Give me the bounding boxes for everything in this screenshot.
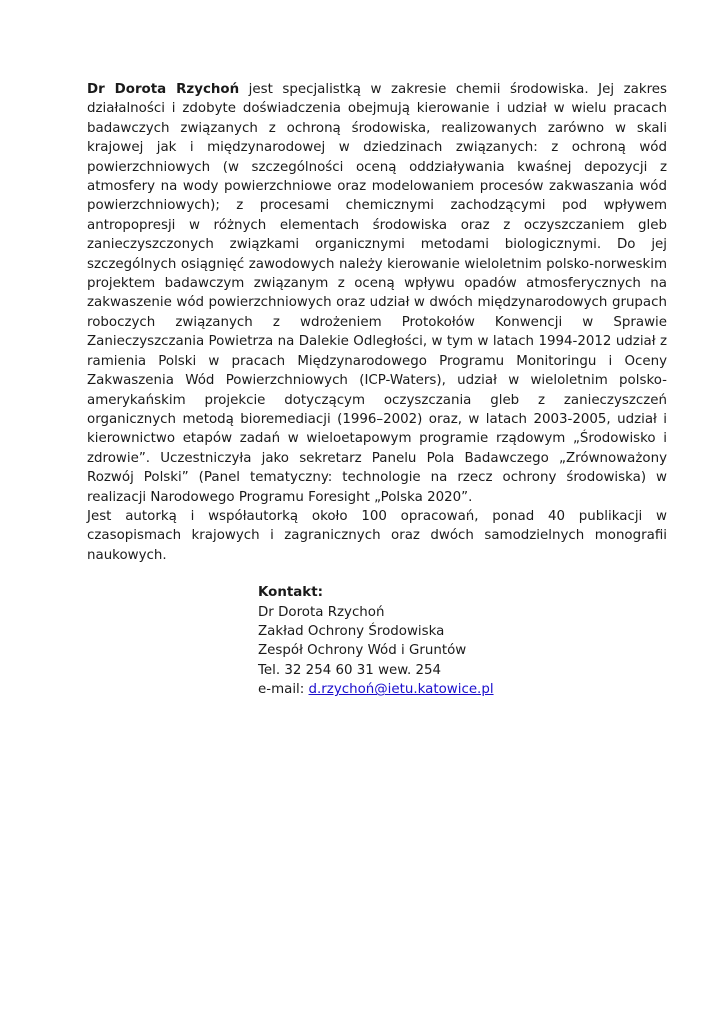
contact-department: Zakład Ochrony Środowiska xyxy=(258,623,445,639)
contact-phone: Tel. 32 254 60 31 wew. 254 xyxy=(258,662,442,678)
contact-team: Zespół Ochrony Wód i Gruntów xyxy=(258,643,467,659)
bio-paragraph-1 xyxy=(87,80,667,507)
contact-email-link[interactable]: d.rzychoń@ietu.katowice.pl xyxy=(308,682,494,698)
bio-text-1: jest specjalistką w zakresie chemii środowiska. Jej zakres działalności i zdobyte doświadczenia obejmują kierowanie i udział w wielu pracach badawczych związanych z ochroną środowiska, realizowanych zarówno w skali krajowej jak i międzynarodowej w dziedzinach związanych: z ochroną wód powierzchniowych (w szczególności oceną oddziaływania kwaśnej depozycji z atmosfery na wody powierzchniowe oraz modelowaniem procesów zakwaszania wód powierzchniowych); z procesami chemicznymi zachodzącymi pod wpływem antropopresji w różnych elementach środowiska oraz z oczyszczaniem gleb zanieczyszczonych związkami organicznymi metodami biologicznymi. Do jej szczególnych osiągnięć zawodowych należy kierowanie wieloletnim polsko-norweskim projektem badawczym związanym z oceną wpływu opadów atmosferycznych na zakwaszenie wód powierzchniowych oraz udział w dwóch międzynarodowych grupach roboczych związanych z wdrożeniem Protokołów Konwencji w Sprawie Zanieczyszczania Powietrza na Dalekie Odległości, w tym w latach 1994-2012 udział z ramienia Polski w pracach Międzynarodowego Programu Monitoringu i Oceny Zakwaszenia Wód Powierzchniowych (ICP-Waters), udział w wieloletnim polsko-amerykańskim projekcie dotyczącym oczyszczania gleb z zanieczyszczeń organicznych metodą bioremediacji (1996–2002) oraz, w latach 2003-2005, udział i kierownictwo etapów zadań w wieloetapowym programie rządowym „Środowisko i zdrowie”. Uczestniczyła jako sekretarz Panelu Pola Badawczego „Zrównoważony Rozwój Polski” (Panel tematyczny: technologie na rzecz ochrony środowiska) w realizacji Narodowego Programu Foresight „Polska 2020”. xyxy=(87,82,667,505)
contact-heading: Kontakt: xyxy=(258,585,323,601)
bio-paragraph-2: Jest autorką i współautorką około 100 opracowań, ponad 40 publikacji w czasopismach krajowych i zagranicznych oraz dwóch samodzielnych monografii naukowych. xyxy=(87,508,667,563)
document-page xyxy=(87,80,667,700)
contact-email-label: e-mail: xyxy=(258,682,309,698)
contact-name: Dr Dorota Rzychoń xyxy=(258,604,385,620)
contact-block xyxy=(258,583,667,699)
bio-name: Dr Dorota Rzychoń xyxy=(87,82,240,97)
contact-email-row xyxy=(258,680,667,699)
